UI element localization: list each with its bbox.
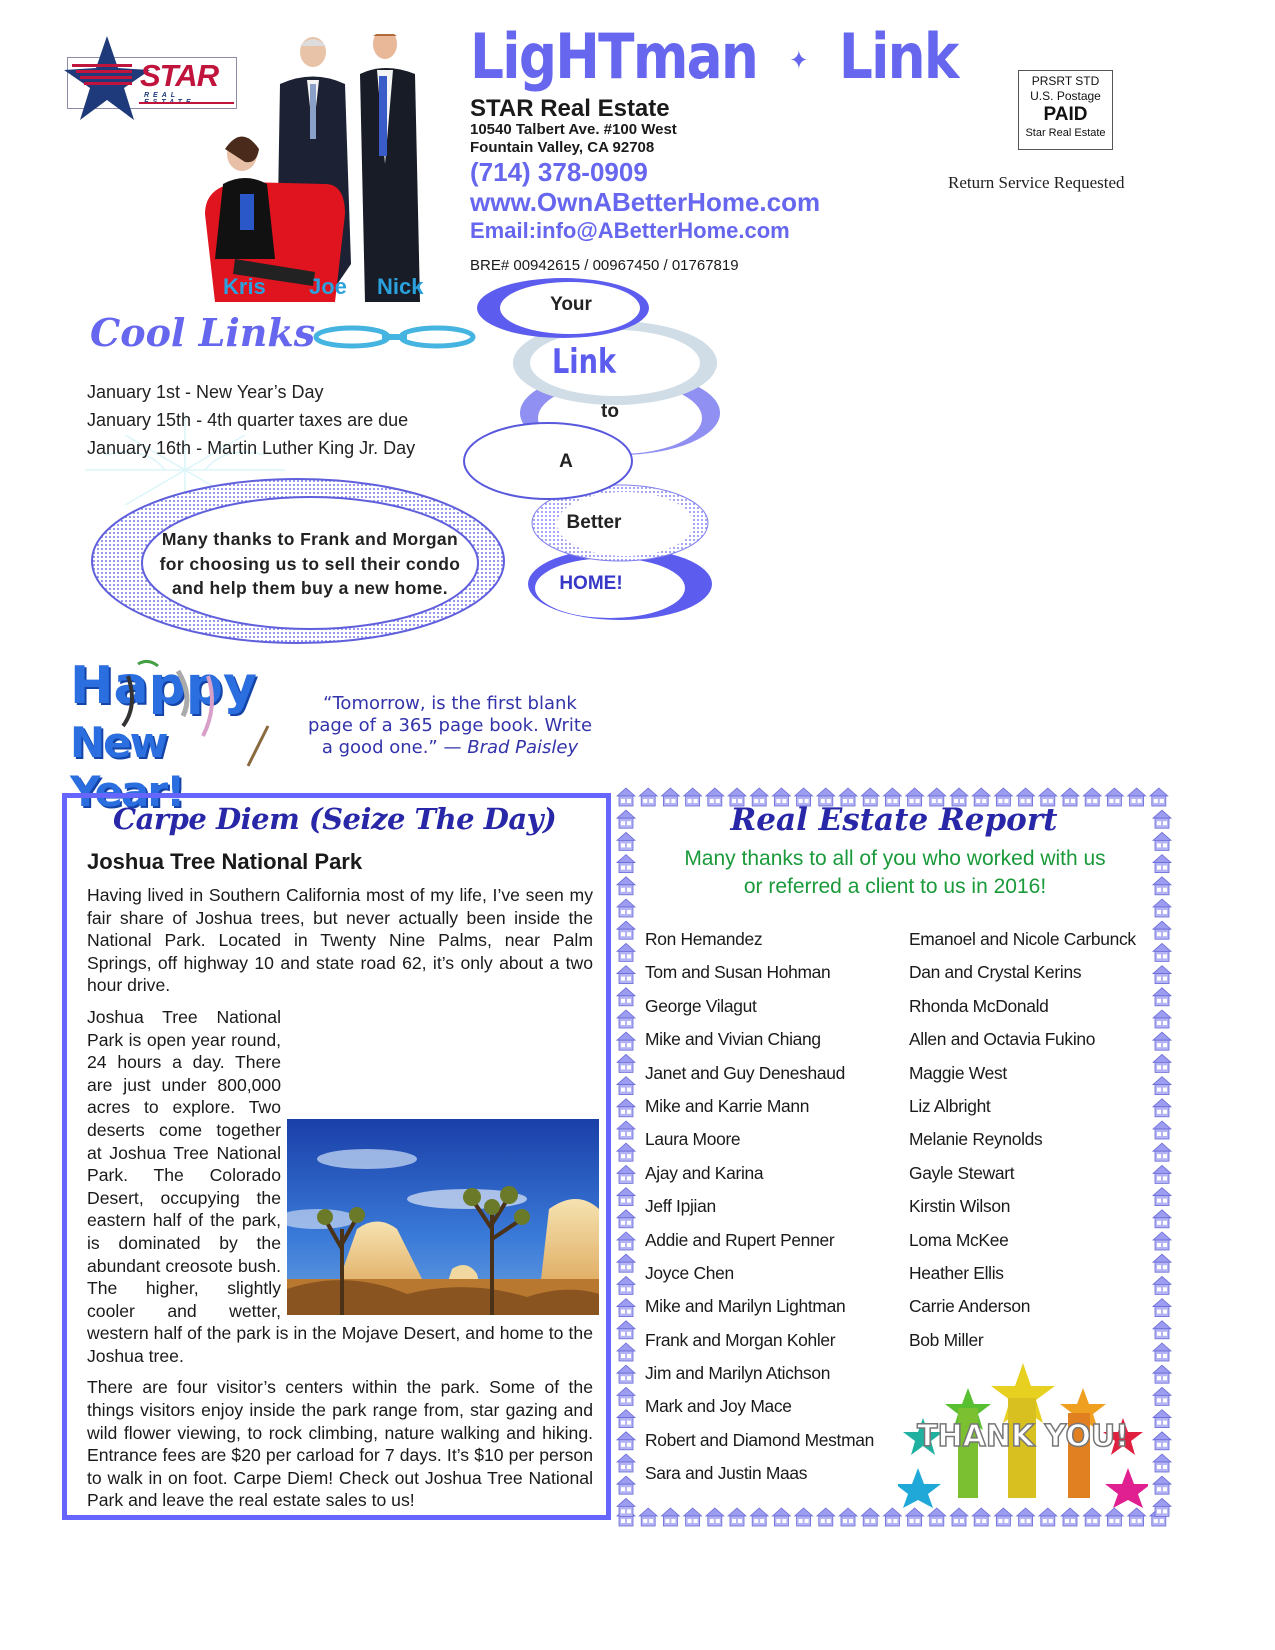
title-star-icon: ✦: [789, 45, 807, 76]
house-icon: [617, 988, 635, 1006]
happy-text: Happy: [70, 656, 257, 716]
client-names-left-column: [645, 923, 874, 1491]
house-icon: [1083, 1508, 1101, 1526]
postage-paid: PAID: [1043, 104, 1088, 125]
article-paragraph: Having lived in Southern California most of my life, I’ve seen my fair share of Joshua trees, but never actually been inside the National Park. Located in Twenty Nine Palms, near Palm Springs, off highway 10 and state road 62, it’s only about a two hour drive.: [87, 885, 593, 996]
report-subtitle-line: or referred a client to us in 2016!: [743, 875, 1047, 898]
bubble-to: to: [601, 401, 619, 422]
new-year-text: New Year!: [70, 718, 184, 816]
article-title: Joshua Tree National Park: [87, 849, 363, 874]
client-name: Emanoel and Nicole Carbunck: [909, 929, 1136, 949]
postage-indicia: [1018, 70, 1113, 150]
address-line-2: Fountain Valley, CA 92708: [470, 139, 655, 156]
thank-you-text: THANK YOU!: [917, 1419, 1129, 1454]
client-name: Janet and Guy Deneshaud: [645, 1062, 846, 1083]
client-name: Allen and Octavia Fukino: [909, 1029, 1096, 1050]
house-icon: [1153, 943, 1171, 961]
house-icon: [1153, 1343, 1171, 1361]
phone-number[interactable]: (714) 378-0909: [470, 157, 648, 187]
house-icon: [1153, 1498, 1171, 1516]
house-icon: [1153, 855, 1171, 873]
client-names-right-column: [909, 923, 1136, 1357]
bubble-your: Your: [550, 294, 592, 315]
house-icon: [994, 1508, 1012, 1526]
house-icon: [617, 1387, 635, 1405]
house-icon: [661, 1508, 679, 1526]
client-name: Ajay and Karina: [645, 1162, 764, 1183]
date-item: January 1st - New Year’s Day: [87, 382, 324, 402]
article-paragraph: [87, 1006, 593, 1368]
client-name: Mark and Joy Mace: [645, 1396, 792, 1417]
new-year-quote: [300, 693, 600, 759]
house-icon: [817, 1508, 835, 1526]
house-icon: [795, 1508, 813, 1526]
house-icon: [617, 1343, 635, 1361]
article-paragraph-text: Joshua Tree National Park is open year round, 24 hours a day. There are just under 800,000 acres to explore. Two deserts come together at Joshua Tree National Park. The Colorado Desert, occupying the eastern half of the park, is dominated by the abundant creosote bush. The higher, slightly cooler and wetter, western half of the park is in the Mojave Desert, and home to the Joshua tree.: [87, 1006, 593, 1366]
house-icon: [617, 877, 635, 895]
house-icon: [639, 1508, 657, 1526]
house-icon: [883, 1508, 901, 1526]
colorful-stars-icon: [898, 1358, 1148, 1508]
important-dates-list: [87, 378, 415, 462]
bubble-better: Better: [566, 512, 622, 533]
client-name: Melanie Reynolds: [909, 1129, 1043, 1150]
logo-brand-text: STAR: [140, 58, 219, 93]
house-icon: [750, 1508, 768, 1526]
house-icon: [617, 1321, 635, 1339]
house-icon: [617, 1476, 635, 1494]
client-name: Tom and Susan Hohman: [645, 962, 831, 983]
house-icon: [617, 1010, 635, 1028]
house-icon: [617, 1077, 635, 1095]
thanks-line: and help them buy a new home.: [171, 578, 449, 598]
client-name: Gayle Stewart: [909, 1162, 1015, 1183]
client-name: Liz Albright: [909, 1095, 991, 1116]
report-subtitle-line: Many thanks to all of you who worked with us: [684, 847, 1106, 870]
house-icon: [728, 1508, 746, 1526]
return-service-text: Return Service Requested: [948, 173, 1125, 192]
house-icon: [617, 1099, 635, 1117]
joshua-tree-photo: [287, 1119, 599, 1315]
house-icon: [617, 1254, 635, 1272]
bubble-link: Link: [551, 342, 617, 382]
house-icon: [617, 1410, 635, 1428]
agents-photo: [205, 34, 460, 302]
house-icon: [1153, 1410, 1171, 1428]
bubble-a: A: [559, 451, 573, 472]
thank-you-graphic: [898, 1358, 1148, 1508]
house-icon: [617, 1498, 635, 1516]
desert-landscape-image: [287, 1119, 599, 1315]
house-icon: [617, 1165, 635, 1183]
agent-name-nick: Nick: [377, 274, 424, 299]
client-name: Loma McKee: [909, 1229, 1009, 1250]
house-icon: [1128, 1508, 1146, 1526]
article-paragraph: There are four visitor’s centers within the park. Some of the things visitors enjoy inside the park range from, star gazing and wild flower viewing, to rock climbing, nature walking and hiking. Entrance fees are $20 per carload for 7 days. It’s $10 per person to walk in on foot. Carpe Diem! Check out Joshua Tree National Park and leave the real estate sales to us!: [87, 1377, 593, 1511]
house-icon: [617, 1143, 635, 1161]
client-name: Joyce Chen: [645, 1262, 734, 1283]
house-icon: [861, 1508, 879, 1526]
date-item: January 15th - 4th quarter taxes are due: [87, 410, 409, 430]
house-icon: [1153, 921, 1171, 939]
house-icon: [906, 1508, 924, 1526]
house-icon: [1153, 1165, 1171, 1183]
client-name: Addie and Rupert Penner: [645, 1229, 835, 1250]
thanks-line: Many thanks to Frank and Morgan: [161, 529, 459, 549]
postage-sender: Star Real Estate: [1025, 127, 1106, 139]
client-name: Heather Ellis: [909, 1262, 1004, 1283]
house-icon: [617, 1454, 635, 1472]
house-icon: [1039, 1508, 1057, 1526]
client-name: Mike and Karrie Mann: [645, 1095, 810, 1116]
confetti-streamers-icon: [68, 656, 283, 786]
house-icon: [1153, 899, 1171, 917]
carpe-diem-heading: Carpe Diem (Seize The Day): [113, 802, 557, 836]
house-icon: [1153, 1032, 1171, 1050]
thanks-line: for choosing us to sell their condo: [159, 553, 461, 574]
house-icon: [1153, 1099, 1171, 1117]
house-icon: [928, 1508, 946, 1526]
house-icon: [1153, 1010, 1171, 1028]
house-icon: [617, 1210, 635, 1228]
house-icon: [617, 1365, 635, 1383]
agent-name-joe: Joe: [309, 274, 347, 299]
house-icon: [1153, 966, 1171, 984]
title-lightman: LigHTman: [470, 20, 758, 93]
house-icon: [1153, 1188, 1171, 1206]
email-link[interactable]: Email:info@ABetterHome.com: [470, 218, 790, 243]
house-icon: [617, 1232, 635, 1250]
house-icon: [617, 855, 635, 873]
house-icon: [1153, 1276, 1171, 1294]
client-name: Sara and Justin Maas: [645, 1463, 808, 1484]
house-icon: [617, 1054, 635, 1072]
house-icon: [1153, 1121, 1171, 1139]
title-link: Link: [838, 20, 958, 93]
house-icon: [1017, 1508, 1035, 1526]
house-icon: [772, 1508, 790, 1526]
house-icon: [617, 1299, 635, 1317]
cool-links-heading: Cool Links: [90, 310, 316, 355]
postage-line-2: U.S. Postage: [1030, 89, 1101, 103]
client-name: Mike and Marilyn Lightman: [645, 1296, 846, 1317]
bubble-home: HOME!: [559, 573, 623, 594]
house-icon: [617, 1121, 635, 1139]
company-name: STAR Real Estate: [470, 95, 670, 122]
house-icon: [1153, 1054, 1171, 1072]
house-icon: [684, 1508, 702, 1526]
house-icon: [617, 1276, 635, 1294]
quote-author: — Brad Paisley: [443, 737, 579, 758]
website-link[interactable]: www.OwnABetterHome.com: [470, 187, 821, 217]
client-name: Jeff Ipjian: [645, 1196, 716, 1217]
house-icon: [950, 1508, 968, 1526]
agent-name-kris: Kris: [223, 274, 266, 299]
house-icon: [617, 921, 635, 939]
client-name: Bob Miller: [909, 1329, 984, 1350]
client-name: Rhonda McDonald: [909, 995, 1049, 1016]
house-icon: [1153, 1387, 1171, 1405]
house-icon: [1153, 1432, 1171, 1450]
house-icon: [1153, 877, 1171, 895]
house-icon: [1153, 1210, 1171, 1228]
house-icon: [1105, 1508, 1123, 1526]
house-icon: [617, 1432, 635, 1450]
house-icon: [1153, 1476, 1171, 1494]
postage-line-1: PRSRT STD: [1031, 74, 1100, 88]
newsletter-title: [470, 22, 958, 96]
client-name: Robert and Diamond Mestman: [645, 1429, 875, 1450]
house-icon: [1153, 1232, 1171, 1250]
date-item: January 16th - Martin Luther King Jr. Day: [87, 438, 416, 458]
client-name: George Vilagut: [645, 995, 757, 1016]
address-line-1: 10540 Talbert Ave. #100 West: [470, 121, 677, 138]
house-icon: [617, 1188, 635, 1206]
client-name: Carrie Anderson: [909, 1296, 1031, 1317]
bre-license-numbers: BRE# 00942615 / 00967450 / 01767819: [470, 257, 739, 274]
house-icon: [1061, 1508, 1079, 1526]
house-icon: [1153, 1299, 1171, 1317]
quote-text: “Tomorrow, is the first blank page of a 365 page book. Write a good one.”: [307, 693, 593, 758]
house-icon: [1153, 1365, 1171, 1383]
house-icon: [1153, 1454, 1171, 1472]
agents-illustration: [205, 34, 460, 302]
house-icon: [972, 1508, 990, 1526]
house-icon: [1153, 988, 1171, 1006]
client-name: Kirstin Wilson: [909, 1196, 1011, 1217]
client-name: Laura Moore: [645, 1129, 741, 1150]
house-icon: [706, 1508, 724, 1526]
logo-subtitle: REAL: [144, 92, 179, 99]
house-icon: [617, 943, 635, 961]
happy-new-year-graphic: [68, 656, 283, 816]
star-icon: [62, 34, 152, 124]
house-icon: [1153, 1077, 1171, 1095]
client-name: Mike and Vivian Chiang: [645, 1029, 821, 1050]
report-heading: Real Estate Report: [730, 802, 1058, 838]
house-icon: [617, 1032, 635, 1050]
house-icon: [1153, 1254, 1171, 1272]
client-name: Frank and Morgan Kohler: [645, 1329, 836, 1350]
thanks-message: [130, 527, 490, 601]
report-subtitle: [640, 845, 1150, 901]
house-icon: [839, 1508, 857, 1526]
house-icon: [617, 966, 635, 984]
article-body: [87, 884, 593, 1521]
client-name: Dan and Crystal Kerins: [909, 962, 1082, 983]
house-icon: [1153, 1321, 1171, 1339]
house-icon: [617, 899, 635, 917]
house-icon: [1153, 1143, 1171, 1161]
client-name: Ron Hemandez: [645, 929, 763, 949]
chain-link-icon: [312, 322, 477, 352]
client-name: Maggie West: [909, 1062, 1007, 1083]
client-name: Jim and Marilyn Atichson: [645, 1363, 831, 1384]
